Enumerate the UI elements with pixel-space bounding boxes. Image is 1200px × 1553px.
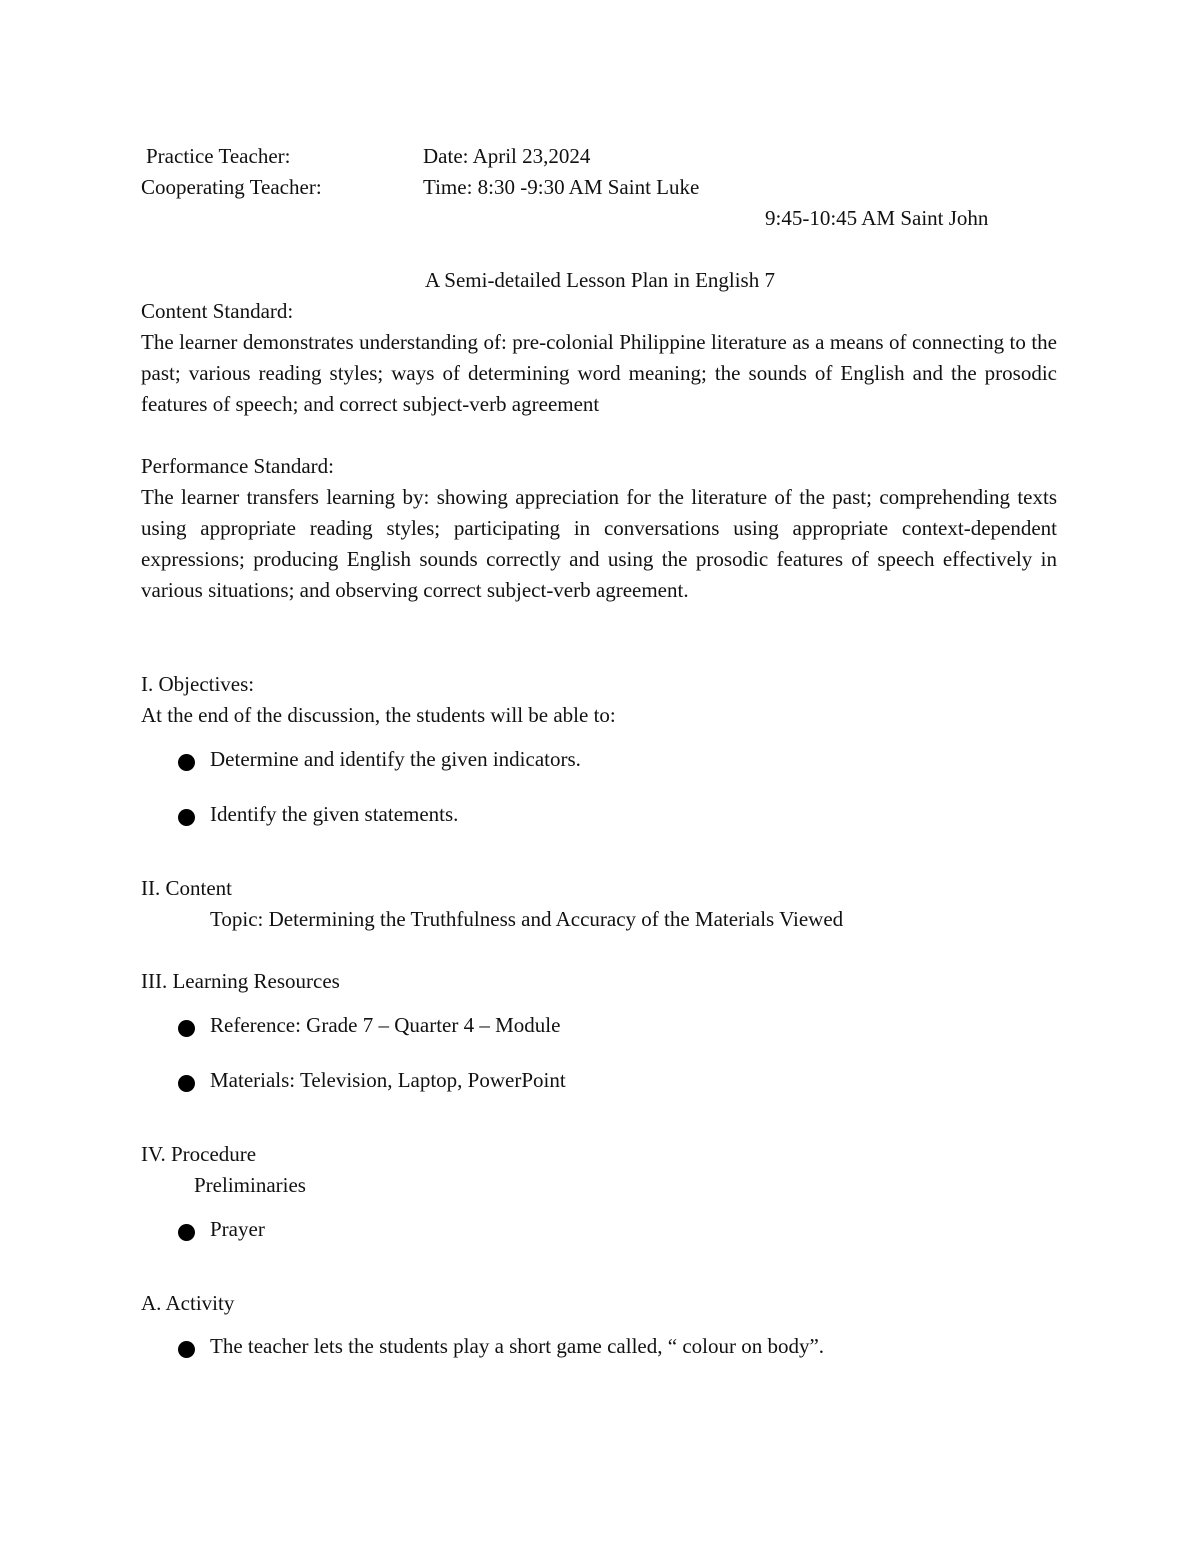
activity-heading: A. Activity <box>141 1291 235 1315</box>
cooperating-teacher-label: Cooperating Teacher: <box>141 175 322 199</box>
bullet-icon <box>178 1224 195 1241</box>
bullet-icon <box>178 1341 195 1358</box>
bullet-icon <box>178 1020 195 1037</box>
practice-teacher-label: Practice Teacher: <box>146 144 291 168</box>
bullet-icon <box>178 1075 195 1092</box>
resources-heading: III. Learning Resources <box>141 969 340 993</box>
content-heading: II. Content <box>141 876 232 900</box>
content-topic: Topic: Determining the Truthfulness and Accuracy of the Materials Viewed <box>210 907 844 931</box>
content-standard-heading: Content Standard: <box>141 299 294 323</box>
objectives-intro: At the end of the discussion, the students will be able to: <box>141 703 616 727</box>
objective-item: Identify the given statements. <box>210 802 459 826</box>
content-standard-text: The learner demonstrates understanding of: pre-colonial Philippine literature as a means of connecting to the past; various reading styles; ways of determining word meaning; the sounds of English and the prosodic features of speech; and correct subject-verb agreement <box>141 330 1057 416</box>
resource-item: Materials: Television, Laptop, PowerPoint <box>210 1068 566 1092</box>
performance-standard-heading: Performance Standard: <box>141 454 335 478</box>
resource-item: Reference: Grade 7 – Quarter 4 – Module <box>210 1013 561 1037</box>
bullet-icon <box>178 754 195 771</box>
time-label: Time: 8:30 -9:30 AM Saint Luke <box>423 175 700 199</box>
activity-item: The teacher lets the students play a short game called, “ colour on body”. <box>210 1334 825 1358</box>
procedure-item: Prayer <box>210 1217 265 1241</box>
procedure-heading: IV. Procedure <box>141 1142 257 1166</box>
procedure-subheading: Preliminaries <box>194 1173 306 1197</box>
date-label: Date: April 23,2024 <box>423 144 591 168</box>
objective-item: Determine and identify the given indicators. <box>210 747 581 771</box>
bullet-icon <box>178 809 195 826</box>
objectives-heading: I. Objectives: <box>141 672 255 696</box>
time-label-second: 9:45-10:45 AM Saint John <box>765 206 989 230</box>
document-title: A Semi-detailed Lesson Plan in English 7 <box>425 268 775 292</box>
performance-standard-text: The learner transfers learning by: showing appreciation for the literature of the past; comprehending texts using appropriate reading styles; participating in conversations using appropriate context-dependent expressions; producing English sounds correctly and using the prosodic features of speech effectively in various situations; and observing correct subject-verb agreement. <box>141 485 1057 602</box>
